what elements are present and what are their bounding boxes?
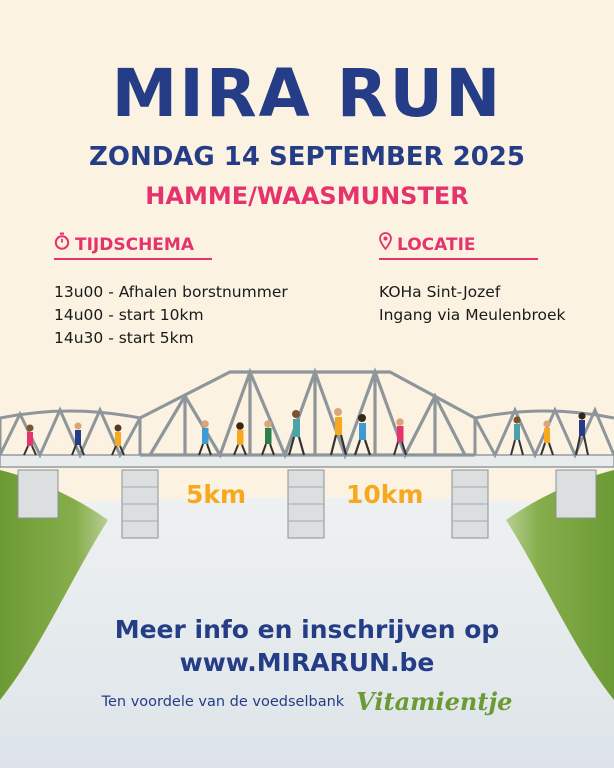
location-line: Ingang via Meulenbroek bbox=[379, 306, 566, 324]
location-heading bbox=[379, 232, 476, 257]
stopwatch-icon bbox=[54, 232, 70, 257]
footer bbox=[0, 687, 614, 716]
location-list bbox=[379, 281, 566, 327]
event-place: HAMME/WAASMUNSTER bbox=[145, 182, 469, 210]
schedule-heading bbox=[54, 232, 194, 257]
center-truss bbox=[140, 372, 475, 455]
event-title: MIRA RUN bbox=[111, 55, 503, 132]
schedule-item: 13u00 - Afhalen borstnummer bbox=[54, 283, 288, 301]
event-date: ZONDAG 14 SEPTEMBER 2025 bbox=[89, 142, 525, 172]
schedule-heading-label: TIJDSCHEMA bbox=[75, 234, 194, 255]
footer-text: Ten voordele van de voedselbank bbox=[101, 693, 345, 710]
location-underline bbox=[379, 258, 538, 260]
bridge-deck bbox=[0, 455, 614, 467]
schedule-list bbox=[54, 281, 288, 350]
distance-10km: 10km bbox=[346, 480, 424, 509]
location-line: KOHa Sint-Jozef bbox=[379, 283, 501, 301]
sponsor-logo: Vitamientje bbox=[356, 687, 513, 716]
schedule-item: 14u00 - start 10km bbox=[54, 306, 204, 324]
location-heading-label: LOCATIE bbox=[397, 234, 476, 255]
website-link[interactable]: www.MIRARUN.be bbox=[179, 648, 435, 677]
distance-5km: 5km bbox=[186, 480, 247, 509]
schedule-item: 14u30 - start 5km bbox=[54, 329, 194, 347]
info-block bbox=[0, 613, 614, 679]
info-line: Meer info en inschrijven op bbox=[114, 615, 500, 644]
map-pin-icon bbox=[379, 232, 392, 257]
schedule-underline bbox=[54, 258, 212, 260]
